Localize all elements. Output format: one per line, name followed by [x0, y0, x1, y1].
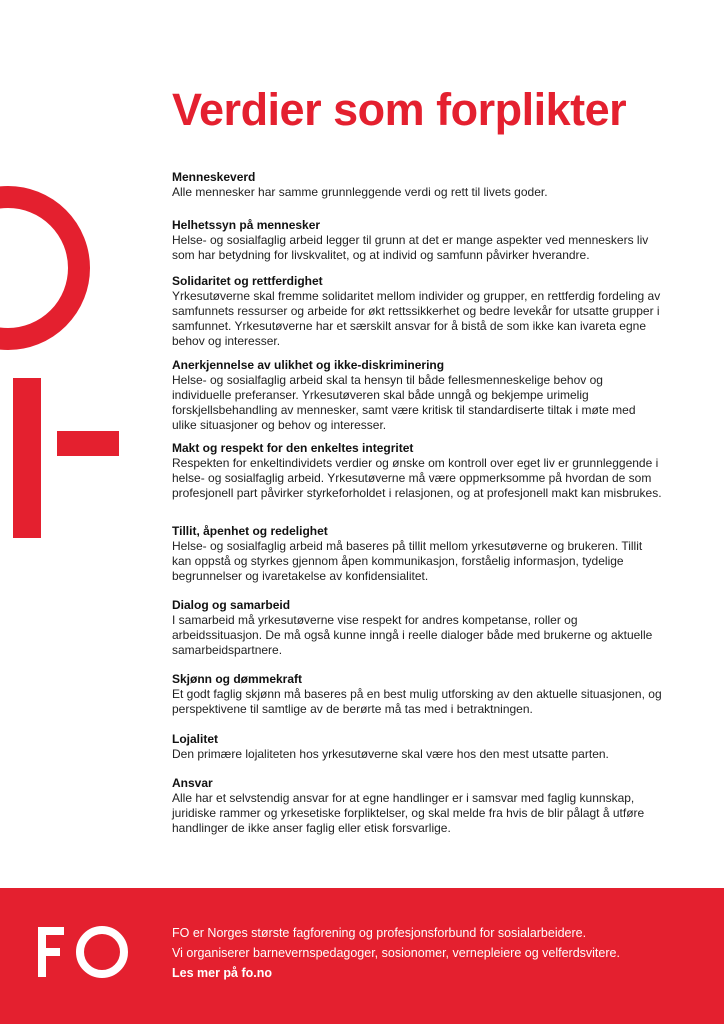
horizontal-bar-shape: [57, 431, 119, 456]
value-body: Et godt faglig skjønn må baseres på en best mulig utforsking av den aktuelle situasjonen, og perspektivene til samtlige av de berørte må tas med i betraktningen.: [172, 687, 662, 716]
value-body: Alle har et selvstendig ansvar for at egne handlinger er i samsvar med faglig kunnskap, juridiske rammer og yrkesetiske forpliktelser, og skal melde fra hvis de blir pålagt å utføre handlinger de ikke anser faglig eller etisk forsvarlige.: [172, 791, 645, 835]
value-heading: Dialog og samarbeid: [172, 598, 291, 612]
value-body: Alle mennesker har samme grunnleggende verdi og rett til livets goder.: [172, 185, 548, 199]
vertical-bar-shape: [13, 378, 41, 538]
value-item: [172, 672, 662, 717]
value-item: [172, 732, 662, 762]
footer-line-2: Vi organiserer barnevernspedagoger, sosionomer, vernepleiere og velferdsvitere.: [172, 946, 620, 960]
value-heading: Makt og respekt for den enkeltes integritet: [172, 441, 414, 455]
footer-line-1: FO er Norges største fagforening og profesjonsforbund for sosialarbeidere.: [172, 926, 587, 940]
value-body: Helse- og sosialfaglig arbeid må baseres på tillit mellom yrkesutøverne og brukeren. Tillit kan oppstå og styrkes gjennom åpen kommunikasjon, forståelig informasjon, tydelige begrunnelser og ivaretakelse av konfidensialitet.: [172, 539, 643, 583]
value-body: Helse- og sosialfaglig arbeid legger til grunn at det er mange aspekter ved menneskers liv som har betydning for livskvalitet, og at individ og samfunn påvirker hverandre.: [172, 233, 649, 262]
value-heading: Menneskeverd: [172, 170, 256, 184]
value-body: Respekten for enkeltindividets verdier og ønske om kontroll over eget liv er grunnleggende i helse- og sosialfaglig arbeid. Yrkesutøverne må være oppmerksomme på hvordan de som profesjonell part påvirker styrkeforholdet i relasjonen, og at profesjonell makt kan misbrukes.: [172, 456, 662, 500]
value-body: I samarbeid må yrkesutøverne vise respekt for andres kompetanse, roller og arbeidssituasjon. De må også kunne inngå i reelle dialoger både med brukerne og aktuelle samarbeidspartnere.: [172, 613, 653, 657]
circle-shape: [0, 197, 79, 339]
value-heading: Solidaritet og rettferdighet: [172, 274, 323, 288]
value-heading: Helhetssyn på mennesker: [172, 218, 321, 232]
footer-link[interactable]: Les mer på fo.no: [172, 966, 273, 980]
value-item: [172, 776, 662, 836]
value-heading: Skjønn og dømmekraft: [172, 672, 303, 686]
value-item: [172, 441, 662, 501]
value-body: Yrkesutøverne skal fremme solidaritet mellom individer og grupper, en rettferdig fordeling av samfunnets ressurser og arbeide for økt rettssikkerhet og bedre levekår for utsatte grupper i samfunnet. Yrkesutøverne har et særskilt ansvar for å bistå de som ikke kan ivareta egne behov og interesser.: [172, 289, 661, 348]
value-heading: Anerkjennelse av ulikhet og ikke-diskriminering: [172, 358, 445, 372]
fo-symbol-graphic: [0, 0, 140, 560]
fo-logo: [38, 924, 130, 980]
value-item: [172, 358, 662, 433]
value-item: [172, 218, 662, 263]
value-heading: Ansvar: [172, 776, 213, 790]
value-heading: Lojalitet: [172, 732, 219, 746]
value-body: Den primære lojaliteten hos yrkesutøverne skal være hos den mest utsatte parten.: [172, 747, 609, 761]
value-item: [172, 598, 662, 658]
value-item: [172, 274, 662, 349]
value-heading: Tillit, åpenhet og redelighet: [172, 524, 328, 538]
page-title: Verdier som forplikter: [172, 84, 627, 135]
footer-text: [172, 923, 712, 983]
footer-banner: [0, 888, 724, 1024]
value-item: [172, 524, 662, 584]
value-body: Helse- og sosialfaglig arbeid skal ta hensyn til både fellesmenneskelige behov og individuelle preferanser. Yrkesutøveren skal både unngå og bekjempe urimelig forskjellsbehandling av mennesker, samt være kritisk til standardiserte tiltak i møte med ulike situasjoner og behov og interesser.: [172, 373, 636, 432]
value-item: [172, 170, 662, 200]
